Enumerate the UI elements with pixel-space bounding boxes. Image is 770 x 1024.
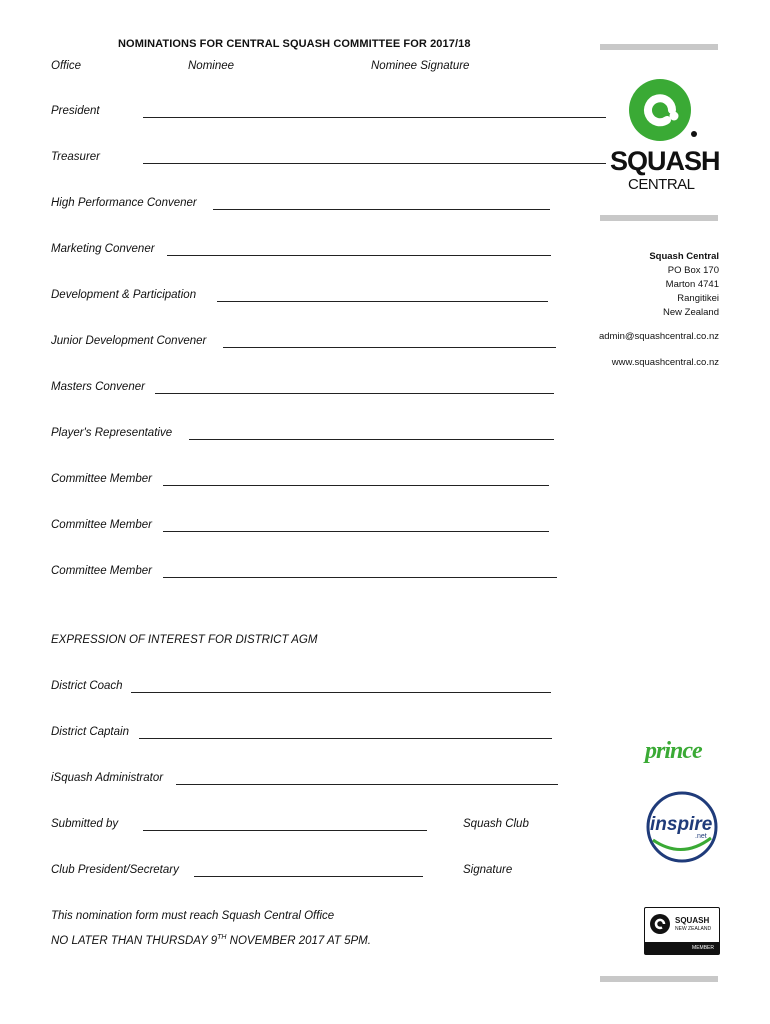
field-label: Development & Participation: [51, 289, 197, 301]
field-line[interactable]: [131, 692, 551, 693]
contact-email[interactable]: admin@squashcentral.co.nz: [598, 331, 719, 342]
field-line[interactable]: [176, 784, 558, 785]
field-line[interactable]: [223, 347, 556, 348]
badge-text-squash: SQUASH: [675, 916, 710, 925]
column-nominee-signature: Nominee Signature: [371, 60, 470, 72]
deadline-date-text-end: NOVEMBER 2017 AT 5PM.: [226, 934, 371, 947]
inspire-logo: [645, 790, 719, 864]
field-line[interactable]: [189, 439, 554, 440]
sidebar-divider-top: [600, 44, 718, 50]
squash-central-logo: [612, 72, 722, 202]
address-line: Marton 4741: [665, 279, 719, 290]
field-label: District Coach: [51, 680, 123, 692]
field-line[interactable]: [163, 531, 549, 532]
inspire-suffix: .net: [695, 833, 707, 840]
prince-logo: prince: [645, 738, 702, 764]
field-label: Committee Member: [51, 565, 152, 577]
field-label: iSquash Administrator: [51, 772, 164, 784]
field-label: Committee Member: [51, 473, 152, 485]
section-heading-district-agm: EXPRESSION OF INTEREST FOR DISTRICT AGM: [51, 634, 318, 646]
field-label: Marketing Convener: [51, 243, 155, 255]
field-line[interactable]: [217, 301, 548, 302]
field-line[interactable]: [155, 393, 554, 394]
inspire-wordmark: inspire: [650, 814, 713, 835]
column-office: Office: [51, 60, 82, 72]
squash-club-label: Squash Club: [463, 818, 529, 830]
deadline-note: This nomination form must reach Squash Central Office: [51, 910, 335, 922]
field-label: Submitted by: [51, 818, 119, 830]
badge-member-bar: [645, 942, 719, 954]
squash-nz-member-badge: [644, 907, 720, 955]
logo-word-central: CENTRAL: [628, 176, 695, 193]
field-line[interactable]: [143, 830, 427, 831]
sidebar-divider-bottom: [600, 976, 718, 982]
logo-word-squash: SQUASH: [610, 146, 720, 176]
squash-nz-emblem-icon: [649, 913, 671, 935]
column-nominee: Nominee: [188, 60, 235, 72]
field-label: President: [51, 105, 100, 117]
field-line[interactable]: [213, 209, 550, 210]
address-line: PO Box 170: [667, 265, 719, 276]
badge-text-new-zealand: NEW ZEALAND: [675, 926, 712, 932]
address-line: Rangitikei: [677, 293, 719, 304]
field-line[interactable]: [163, 577, 557, 578]
field-label: Player's Representative: [51, 427, 173, 439]
org-name: Squash Central: [649, 251, 719, 262]
badge-text-member: MEMBER: [692, 945, 714, 951]
field-line[interactable]: [167, 255, 551, 256]
field-label: High Performance Convener: [51, 197, 197, 209]
field-label: Treasurer: [51, 151, 100, 163]
contact-website[interactable]: www.squashcentral.co.nz: [611, 357, 719, 368]
field-label: District Captain: [51, 726, 129, 738]
field-line[interactable]: [194, 876, 423, 877]
deadline-date-suffix: TH: [217, 934, 227, 941]
sidebar-divider-middle: [600, 215, 718, 221]
address-line: New Zealand: [663, 307, 719, 318]
deadline-date: [51, 934, 371, 947]
field-label: Committee Member: [51, 519, 152, 531]
signature-label: Signature: [463, 864, 513, 876]
squash-central-emblem-icon: [612, 72, 722, 152]
deadline-date-text: NO LATER THAN THURSDAY 9: [51, 934, 218, 947]
field-label: Masters Convener: [51, 381, 145, 393]
field-line[interactable]: [143, 117, 606, 118]
field-label: Junior Development Convener: [51, 335, 207, 347]
field-label: Club President/Secretary: [51, 864, 179, 876]
address-block: [539, 250, 719, 320]
field-line[interactable]: [139, 738, 552, 739]
form-title: NOMINATIONS FOR CENTRAL SQUASH COMMITTEE FOR 2017/18: [118, 38, 471, 50]
field-line[interactable]: [163, 485, 549, 486]
field-line[interactable]: [143, 163, 606, 164]
